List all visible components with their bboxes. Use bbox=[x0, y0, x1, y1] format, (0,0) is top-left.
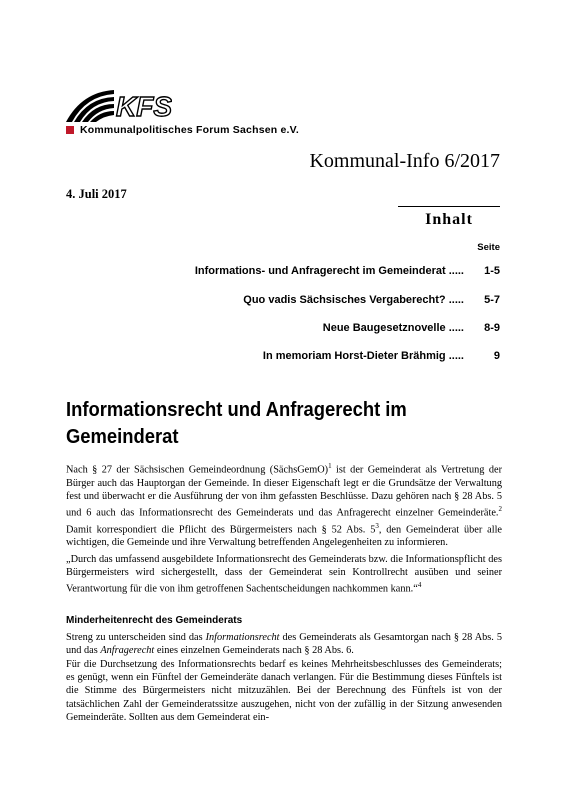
toc-item[interactable] bbox=[263, 350, 500, 362]
footnote-ref: 2 bbox=[498, 505, 502, 514]
toc-item-title: Quo vadis Sächsisches Vergaberecht? ..... bbox=[243, 294, 464, 306]
footnote-ref: 3 bbox=[375, 521, 379, 530]
red-square-icon bbox=[66, 126, 74, 134]
section-heading: Minderheitenrecht des Gemeinderats bbox=[66, 615, 243, 626]
toc-item-title: Informations- und Anfragerecht im Gemeinderat ..... bbox=[194, 265, 464, 277]
toc-item[interactable] bbox=[323, 322, 500, 334]
org-name: Kommunalpolitisches Forum Sachsen e.V. bbox=[80, 124, 300, 136]
footnote-ref: 1 bbox=[328, 462, 332, 470]
toc-item-pages: 8-9 bbox=[484, 322, 500, 334]
logo-text: KFS bbox=[116, 91, 172, 122]
article-paragraph: Streng zu unterscheiden sind das Informationsrecht des Gemeinderats als Gesamtorgan nach § 28 Abs. 5 und das Anfragerecht eines einzelnen Gemeinderats nach § 28 Abs. 6. bbox=[66, 632, 503, 657]
toc-item-pages: 1-5 bbox=[484, 265, 500, 277]
toc-page-label: Seite bbox=[477, 242, 500, 253]
article-paragraph: Nach § 27 der Sächsischen Gemeindeordnung (SächsGemO)$^1$ ist der Gemeinderat als Vertretung der Bürger auch das Hauptorgan der Gemeinde. In dieser Eigenschaft legt er die Grundsätze der Verwaltung fest und überwacht er die Ausführung der von ihm gefassten Beschlüsse. Dazu gehören nach § 28 Abs. 5 und 6 auch das Informationsrecht des Gemeinderats und das Anfragerecht einzelner Gemeinderäte.$^2$ Damit korrespondiert die Pflicht des Bürgermeisters nach § 52 Abs. $5^3$, den Gemeinderat über alle wichtigen, die Gemeinde und ihre Verwaltung betreffenden Angelegenheiten zu informieren. bbox=[66, 462, 503, 549]
article-title: Informationsrecht und Anfragerecht im Gemeinderat bbox=[66, 399, 407, 448]
toc-item-pages: 9 bbox=[493, 350, 500, 362]
toc-item-title: In memoriam Horst-Dieter Brähmig ..... bbox=[262, 350, 464, 362]
footnote-ref: 4 bbox=[417, 581, 422, 590]
article-paragraph: Für die Durchsetzung des Informationsrechts bedarf es keines Mehrheitsbeschlusses des Gemeinderats; es genügt, wenn ein Fünftel der Gemeinderäte danach verlangen. Für die Bestimmung dieses Fünftels ist die Stimme des Bürgermeisters nicht mitzuzählen. Bei der Berechnung des Fünftels ist von der tatsächlichen Zahl der Gemeinderatssitze auszugehen, nicht von der zufällig in der Sitzung anwesenden Gemeinderäte. Sollten aus dem Gemeinderat ein- bbox=[66, 659, 502, 723]
toc-item-title: Neue Baugesetznovelle ..... bbox=[322, 322, 464, 334]
article-quote: „Durch das umfassend ausgebildete Informationsrecht des Gemeinderats bzw. die Informationspflicht des Bürgermeisters wird sichergestellt, dass der Gemeinderat sein Kontrollrecht ausüben und seiner Verantwortung für die von ihm getroffenen Sachentscheidungen nachkommen kann.“$^4$ bbox=[66, 554, 502, 595]
toc-item[interactable] bbox=[195, 265, 500, 277]
toc-heading: Inhalt bbox=[398, 206, 500, 229]
newsletter-title: Kommunal-Info 6/2017 bbox=[309, 150, 500, 172]
issue-date: 4. Juli 2017 bbox=[66, 187, 127, 201]
toc-item[interactable] bbox=[243, 294, 500, 306]
toc-item-pages: 5-7 bbox=[484, 294, 500, 306]
kfs-logo bbox=[62, 86, 172, 126]
